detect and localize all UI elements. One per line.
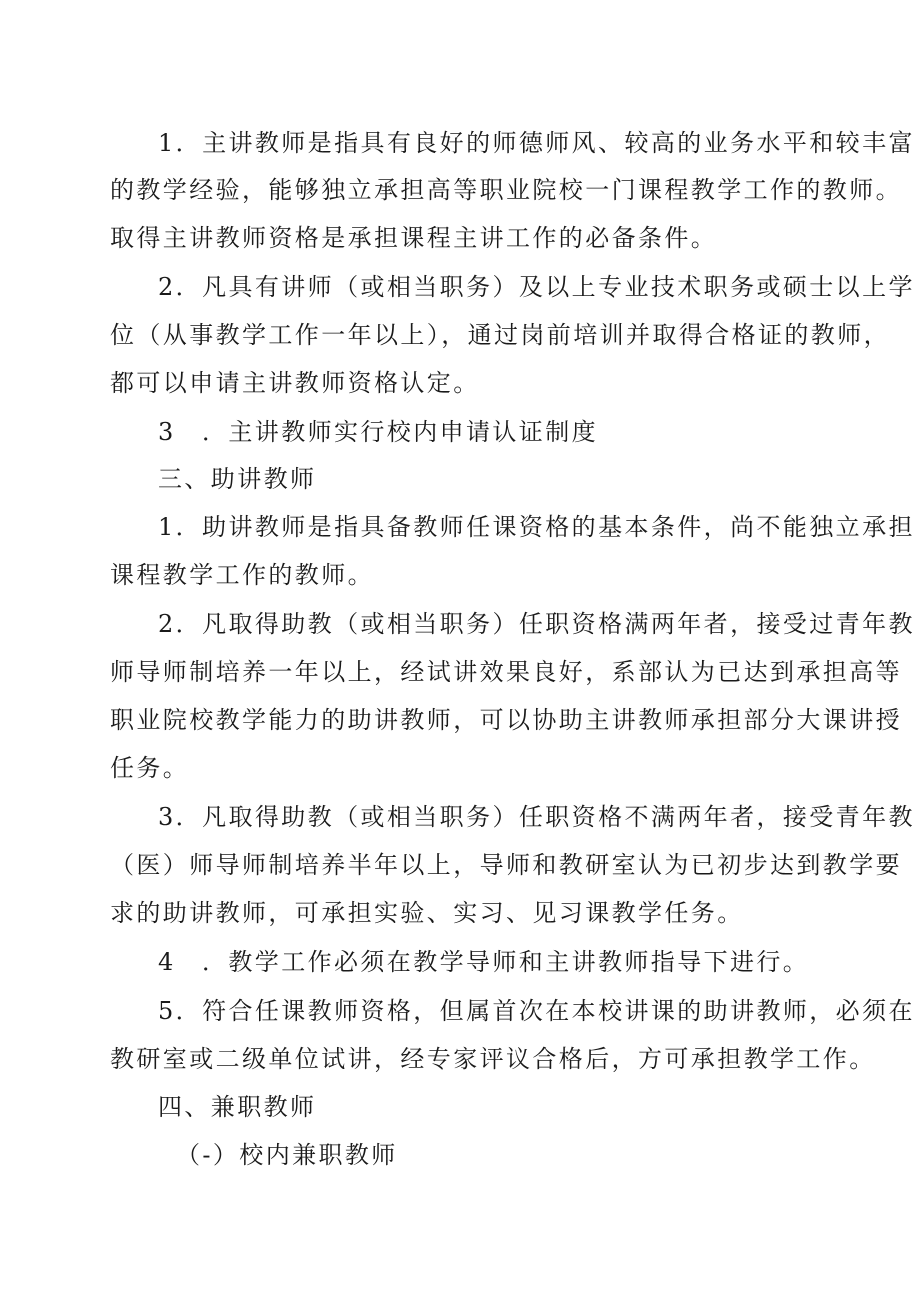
paragraph-7-number: 4 [158,948,176,976]
paragraph-5-line-3: 职业院校教学能力的助讲教师，可以协助主讲教师承担部分大课讲授 [110,706,902,734]
paragraph-8-line-2: 教研室或二级单位试讲，经专家评议合格后，方可承担教学工作。 [110,1045,876,1073]
paragraph-4-line-1: 1．助讲教师是指具备教师任课资格的基本条件，尚不能独立承担 [158,513,915,541]
paragraph-7-text: ．教学工作必须在教学导师和主讲教师指导下进行。 [202,948,810,976]
paragraph-8-line-1: 5．符合任课教师资格，但属首次在本校讲课的助讲教师，必须在 [158,997,915,1025]
paragraph-5-line-2: 师导师制培养一年以上，经试讲效果良好，系部认为已达到承担高等 [110,658,902,686]
paragraph-3 [158,416,598,448]
paragraph-4-line-2: 课程教学工作的教师。 [110,561,374,589]
paragraph-6-line-2: （医）师导师制培养半年以上，导师和教研室认为已初步达到教学要 [110,851,902,879]
paragraph-5-line-1: 2．凡取得助教（或相当职务）任职资格满两年者，接受过青年教 [158,610,915,638]
paragraph-1-line-1: 1．主讲教师是指具有良好的师德师风、较高的业务水平和较丰富 [158,129,915,157]
section-heading-4: 四、兼职教师 [158,1093,317,1121]
paragraph-1-line-3: 取得主讲教师资格是承担课程主讲工作的必备条件。 [110,224,718,252]
paragraph-6-line-3: 求的助讲教师，可承担实验、实习、见习课教学任务。 [110,899,744,927]
paragraph-5-line-4: 任务。 [110,754,190,782]
section-heading-3: 三、助讲教师 [158,465,317,493]
paragraph-7 [158,946,809,978]
paragraph-2-line-2: 位（从事教学工作一年以上），通过岗前培训并取得合格证的教师， [110,321,890,349]
paragraph-6-line-1: 3．凡取得助教（或相当职务）任职资格不满两年者，接受青年教 [158,803,915,831]
paragraph-2-line-3: 都可以申请主讲教师资格认定。 [110,369,480,397]
paragraph-1-line-2: 的教学经验，能够独立承担高等职业院校一门课程教学工作的教师。 [110,176,902,204]
paragraph-3-text: ．主讲教师实行校内申请认证制度 [202,418,598,446]
subsection-heading-4-1: （-）校内兼职教师 [176,1141,398,1169]
paragraph-3-number: 3 [158,418,176,446]
paragraph-2-line-1: 2．凡具有讲师（或相当职务）及以上专业技术职务或硕士以上学 [158,273,915,301]
